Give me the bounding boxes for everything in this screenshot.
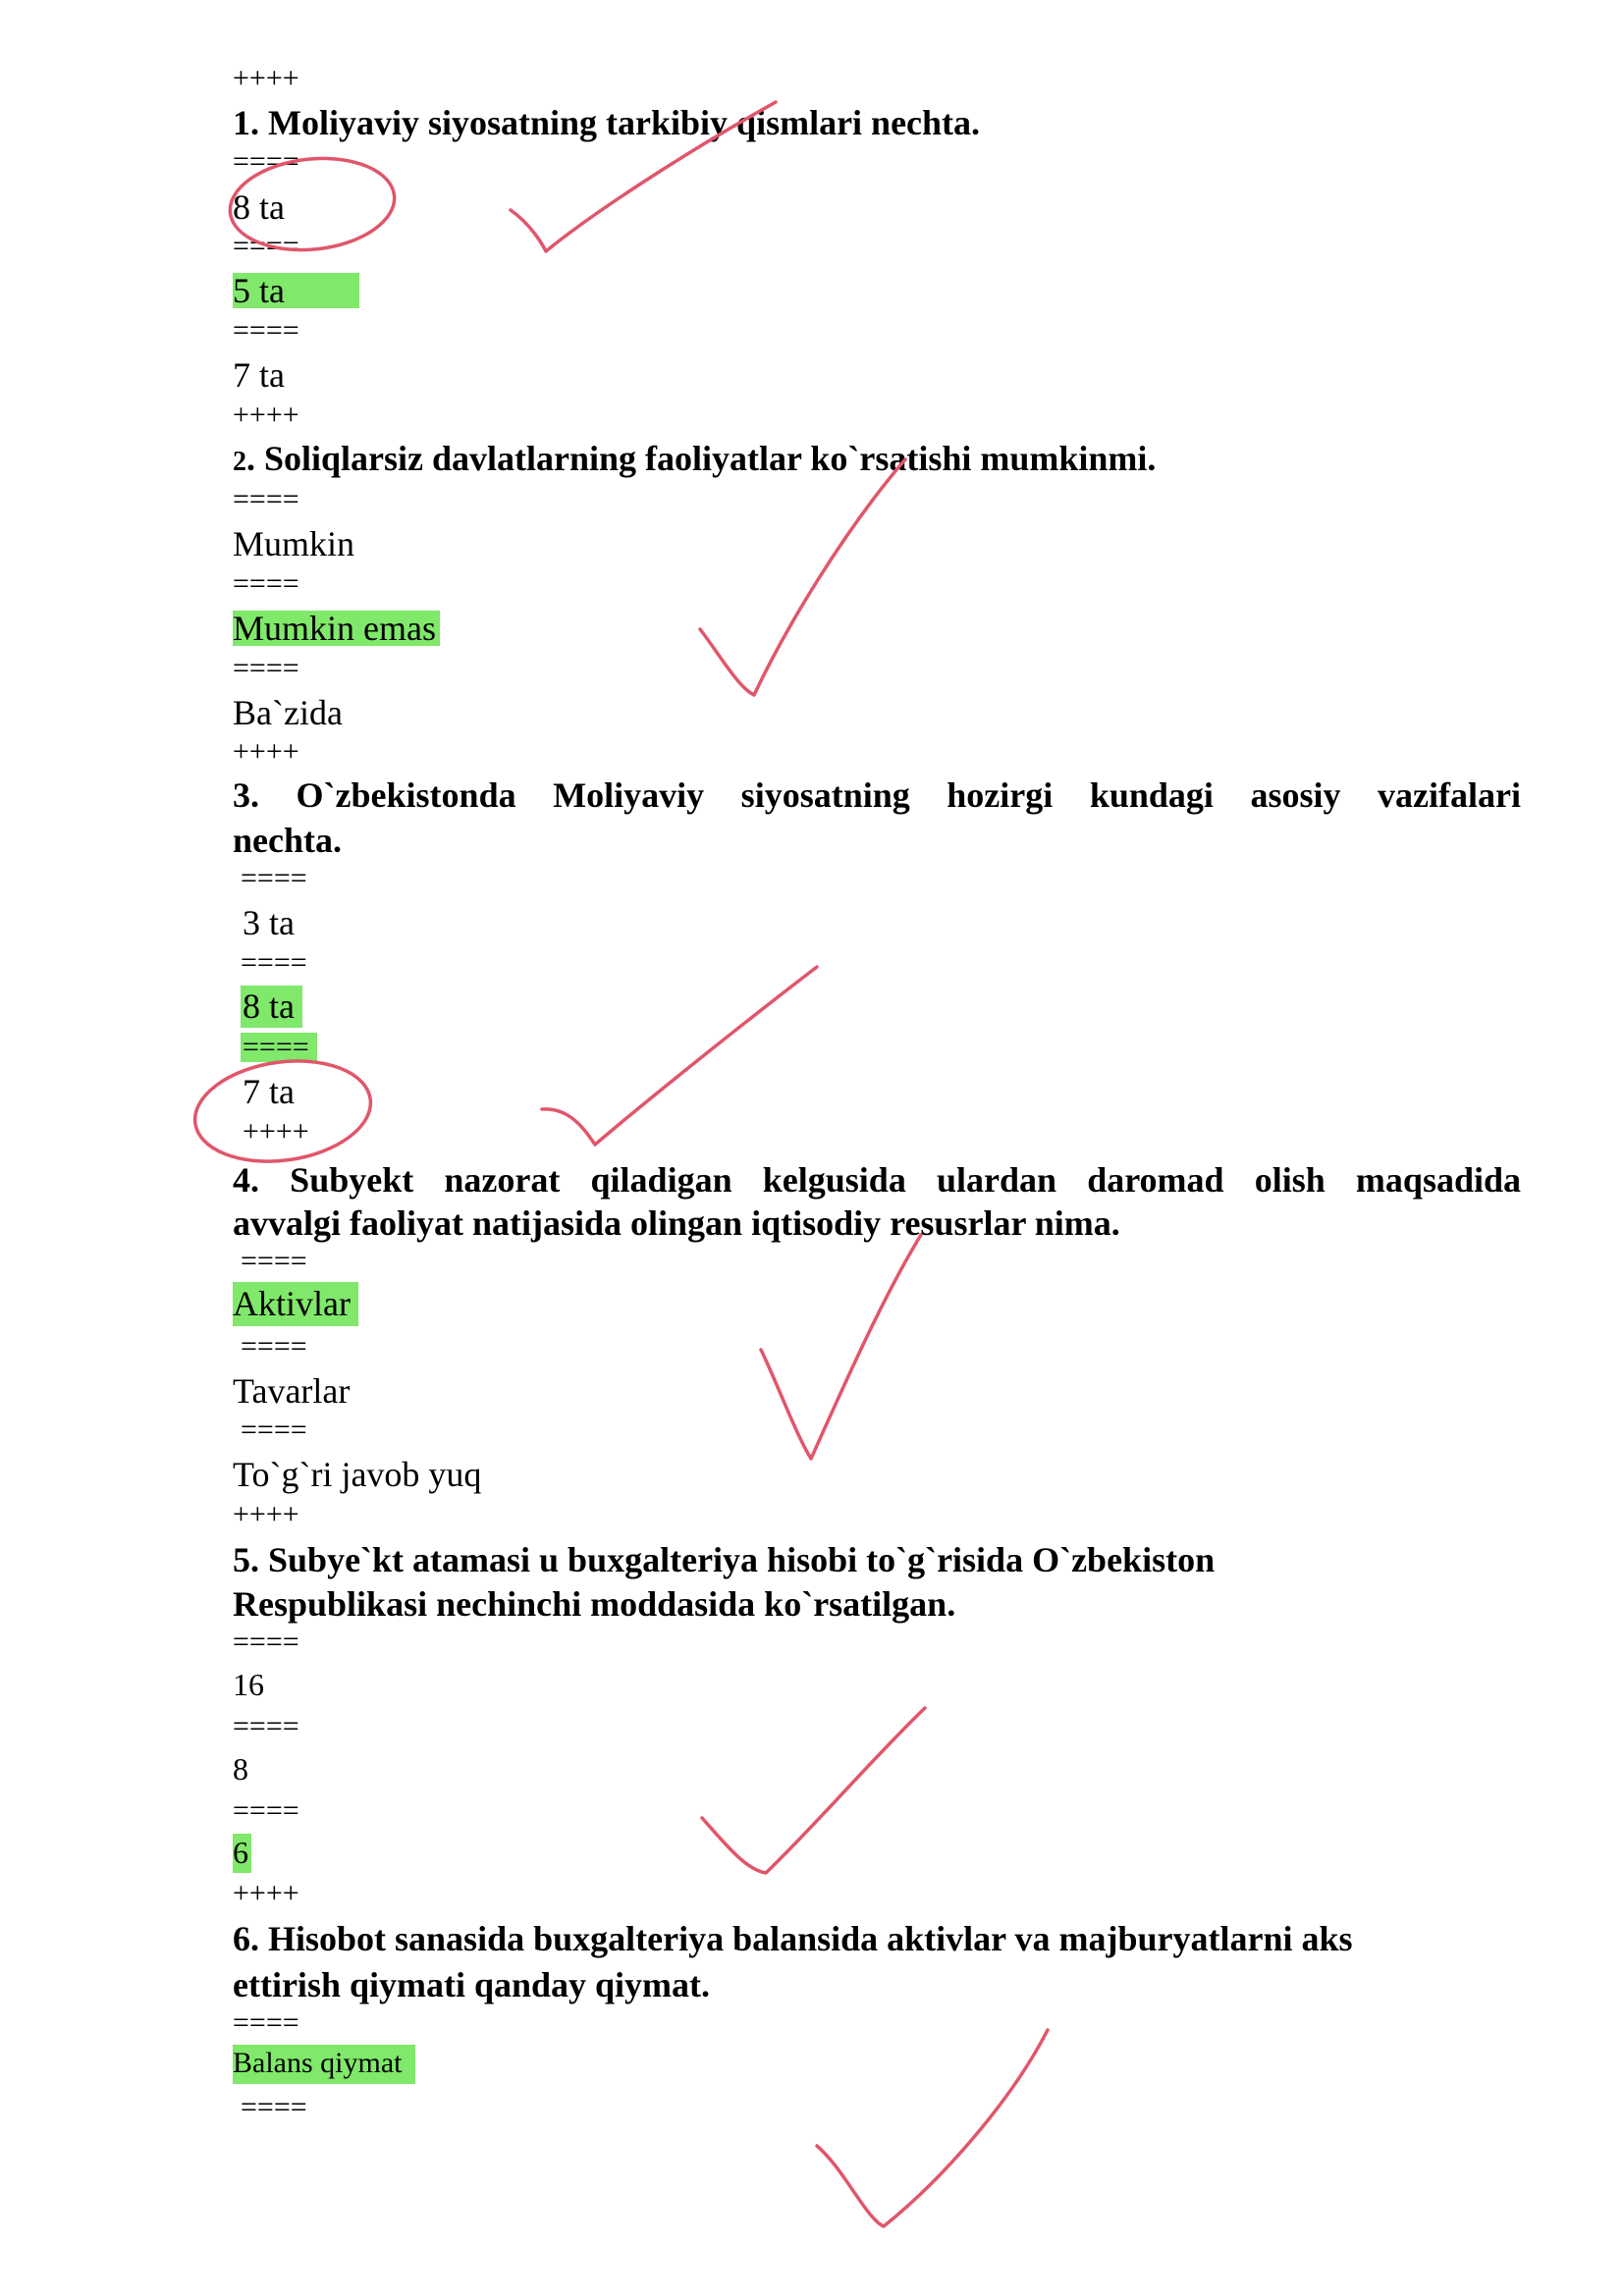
question-4-line-1: 4. Subyekt nazorat qiladigan kelgusida ulardan daromad olish maqsadida — [233, 1160, 1521, 1200]
question-number: 2 — [233, 447, 246, 477]
question-separator: ++++ — [233, 1877, 299, 1909]
q3-option-3: 7 ta — [243, 1072, 295, 1111]
option-separator: ==== — [241, 862, 307, 894]
question-separator: ++++ — [233, 399, 299, 431]
option-separator: ==== — [233, 2006, 299, 2039]
q2-option-2-correct: Mumkin emas — [233, 611, 440, 646]
question-separator: ++++ — [233, 1498, 299, 1530]
question-5-line-2: Respublikasi nechinchi moddasida ko`rsatilgan. — [233, 1584, 956, 1624]
q2-option-3: Ba`zida — [233, 693, 343, 732]
option-separator: ==== — [241, 1330, 307, 1362]
q1-option-1: 8 ta — [233, 187, 285, 227]
circle-mark-icon — [189, 1050, 377, 1172]
question-separator: ++++ — [233, 735, 299, 768]
q4-option-1-correct: Aktivlar — [233, 1282, 358, 1326]
question-1-text: 1. Moliyaviy siyosatning tarkibiy qismlari nechta. — [233, 103, 981, 142]
option-separator: ==== — [233, 567, 299, 600]
q5-option-3-correct: 6 — [233, 1834, 251, 1873]
question-body: . Soliqlarsiz davlatlarning faoliyatlar ko`rsatishi mumkinmi. — [246, 439, 1157, 478]
option-separator: ==== — [241, 1414, 307, 1446]
question-separator: ++++ — [243, 1115, 309, 1148]
checkmark-icon — [700, 459, 905, 695]
q2-option-1: Mumkin — [233, 524, 355, 563]
question-6-line-1: 6. Hisobot sanasida buxgalteriya balansida aktivlar va majburyatlarni aks — [233, 1919, 1353, 1958]
option-separator: ==== — [233, 483, 299, 515]
checkmark-icon — [817, 2030, 1048, 2226]
question-separator: ++++ — [233, 62, 299, 94]
option-separator: ==== — [233, 314, 299, 347]
q5-option-1: 16 — [233, 1667, 264, 1702]
option-separator: ==== — [233, 1626, 299, 1658]
q5-option-2: 8 — [233, 1751, 248, 1787]
q6-option-1-correct: Balans qiymat — [233, 2045, 415, 2084]
q4-option-3: To`g`ri javob yuq — [233, 1455, 482, 1494]
option-separator: ==== — [241, 1245, 307, 1277]
question-4-line-2: avvalgi faoliyat natijasida olingan iqtisodiy resusrlar nima. — [233, 1203, 1120, 1243]
q1-option-3: 7 ta — [233, 355, 285, 395]
option-separator: ==== — [233, 145, 299, 178]
option-separator: ==== — [233, 1794, 299, 1827]
option-separator: ==== — [233, 652, 299, 684]
question-6-line-2: ettirish qiymati qanday qiymat. — [233, 1965, 711, 2004]
q1-option-2-correct: 5 ta — [233, 273, 359, 308]
question-3-line-1: 3. O`zbekistonda Moliyaviy siyosatning hozirgi kundagi asosiy vazifalari — [233, 775, 1521, 815]
q3-option-2-correct: 8 ta — [241, 986, 302, 1028]
checkmark-icon — [702, 1708, 925, 1873]
q4-option-2: Tavarlar — [233, 1371, 351, 1411]
question-5-line-1: 5. Subye`kt atamasi u buxgalteriya hisobi to`g`risida O`zbekiston — [233, 1540, 1216, 1579]
checkmark-icon — [761, 1235, 921, 1459]
question-2-text — [233, 441, 1156, 476]
question-3-line-2: nechta. — [233, 821, 342, 860]
option-separator: ==== — [241, 2091, 307, 2123]
option-separator: ==== — [233, 230, 299, 262]
checkmark-icon — [542, 967, 817, 1145]
q3-option-1: 3 ta — [243, 903, 295, 942]
option-separator: ==== — [233, 1710, 299, 1742]
option-separator: ==== — [241, 1033, 317, 1062]
option-separator: ==== — [241, 946, 307, 979]
